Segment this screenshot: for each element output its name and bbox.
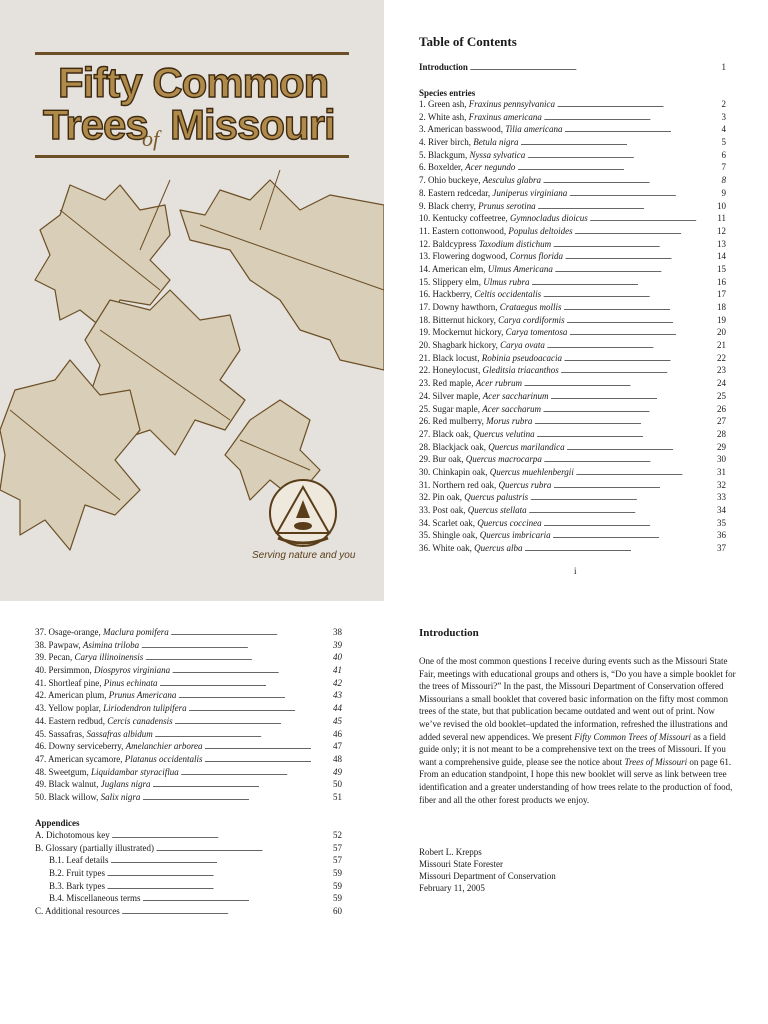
leader-dots bbox=[107, 881, 331, 891]
intro-text-3: on page 61. From an education standpoint, I hope this new booklet will serve as link between tree identification and a greater understanding of how trees relate to the production of food, fiber and all the other forest products we enjoy. bbox=[419, 756, 733, 805]
leader-dots bbox=[569, 188, 719, 198]
toc-entry-label: 21. Black locust, Robinia pseudoacacia bbox=[419, 352, 562, 363]
toc-entry-page: 3 bbox=[721, 111, 726, 122]
leader-dots bbox=[544, 518, 715, 528]
leader-dots bbox=[561, 365, 715, 375]
leader-dots bbox=[564, 353, 715, 363]
leader-dots bbox=[141, 640, 331, 650]
toc-entry-label: 9. Black cherry, Prunus serotina bbox=[419, 200, 536, 211]
toc-entry-page: 31 bbox=[717, 466, 726, 477]
toc-entry-page: 45 bbox=[333, 715, 342, 726]
leader-dots bbox=[565, 251, 715, 261]
leader-dots bbox=[143, 893, 332, 903]
appendix-entry[interactable] bbox=[35, 843, 342, 856]
toc-entry-page: 41 bbox=[333, 665, 342, 676]
toc-entry-label: 10. Kentucky coffeetree, Gymnocladus dioicus bbox=[419, 213, 588, 224]
toc-entry-label: 7. Ohio buckeye, Aesculus glabra bbox=[419, 175, 541, 186]
leader-dots bbox=[555, 264, 715, 274]
toc-entry-page: 16 bbox=[717, 276, 726, 287]
toc-entry[interactable] bbox=[419, 505, 726, 518]
toc-entry[interactable] bbox=[35, 779, 342, 792]
toc-intro-page: 1 bbox=[721, 62, 726, 72]
toc-entry-label: 36. White oak, Quercus alba bbox=[419, 543, 523, 554]
toc-entry[interactable] bbox=[419, 137, 726, 150]
toc-entry-label: 30. Chinkapin oak, Quercus muehlenbergii bbox=[419, 466, 574, 477]
appendix-page: 59 bbox=[333, 893, 342, 904]
appendix-entry[interactable] bbox=[35, 855, 342, 868]
toc-entry-label: 3. American basswood, Tilia americana bbox=[419, 124, 563, 135]
leader-dots bbox=[543, 404, 715, 414]
toc-entry[interactable] bbox=[419, 251, 726, 264]
toc-entry-label: 23. Red maple, Acer rubrum bbox=[419, 378, 522, 389]
appendix-entry[interactable] bbox=[35, 893, 342, 906]
leader-dots bbox=[175, 716, 331, 726]
cover-title-missouri: Missouri bbox=[170, 101, 335, 148]
toc-entry[interactable] bbox=[419, 289, 726, 302]
toc-entry-label: 12. Baldcypress Taxodium distichum bbox=[419, 238, 552, 249]
appendix-entry[interactable] bbox=[35, 830, 342, 843]
leader-dots bbox=[160, 678, 332, 688]
toc-entry-label: 31. Northern red oak, Quercus rubra bbox=[419, 479, 552, 490]
toc-entry[interactable] bbox=[419, 429, 726, 442]
toc-entry[interactable] bbox=[35, 690, 342, 703]
toc-entry[interactable] bbox=[35, 703, 342, 716]
toc-entry-label: 5. Blackgum, Nyssa sylvatica bbox=[419, 149, 526, 160]
toc-entry-page: 19 bbox=[717, 314, 726, 325]
leader-dots bbox=[565, 124, 720, 134]
leader-dots bbox=[529, 505, 715, 515]
toc-entry[interactable] bbox=[35, 640, 342, 653]
page-number: i bbox=[574, 566, 577, 576]
toc-entry-label: 4. River birch, Betula nigra bbox=[419, 137, 519, 148]
species-heading: Species entries bbox=[419, 88, 476, 98]
toc-entry-label: 17. Downy hawthorn, Crataegus mollis bbox=[419, 302, 562, 312]
cover-title-of: of bbox=[142, 126, 160, 151]
leader-dots bbox=[553, 480, 715, 490]
appendix-entry[interactable] bbox=[35, 881, 342, 894]
appendix-page: 60 bbox=[333, 906, 342, 917]
toc-entry-label: 42. American plum, Prunus Americana bbox=[35, 690, 177, 701]
toc-entry-label: 28. Blackjack oak, Quercus marilandica bbox=[419, 441, 565, 452]
toc-entry[interactable] bbox=[419, 480, 726, 493]
toc-entry-label: 25. Sugar maple, Acer saccharum bbox=[419, 403, 541, 414]
toc-entry[interactable] bbox=[419, 201, 726, 214]
appendix-entry[interactable] bbox=[35, 868, 342, 881]
toc-entry-label: 40. Persimmon, Diospyros virginiana bbox=[35, 665, 171, 676]
toc-entry[interactable] bbox=[35, 627, 342, 640]
toc-entry-page: 26 bbox=[717, 403, 726, 414]
toc-entry-page: 2 bbox=[721, 99, 726, 109]
toc-entry-page: 39 bbox=[333, 639, 342, 650]
toc-entry[interactable] bbox=[419, 492, 726, 505]
toc-entry-page: 35 bbox=[717, 517, 726, 528]
toc-entry[interactable] bbox=[419, 365, 726, 378]
leader-dots bbox=[537, 429, 715, 439]
toc-entry[interactable] bbox=[419, 518, 726, 531]
toc-entry-page: 34 bbox=[717, 505, 726, 515]
leader-dots bbox=[142, 792, 331, 802]
leader-dots bbox=[171, 627, 331, 637]
toc-entry-label: 33. Post oak, Quercus stellata bbox=[419, 505, 527, 515]
leader-dots bbox=[553, 239, 715, 249]
toc-entry-page: 49 bbox=[333, 766, 342, 777]
appendix-page: 59 bbox=[333, 880, 342, 891]
leader-dots bbox=[524, 378, 715, 388]
leader-dots bbox=[543, 175, 720, 185]
toc-entry-label: 29. Bur oak, Quercus macrocarpa bbox=[419, 454, 542, 465]
toc-entry-page: 17 bbox=[717, 289, 726, 300]
intro-text-1: One of the most common questions I receive during events such as the Missouri State Fair, meetings with educational groups and others is, “Do you have a simple booklet for the trees of Missouri?” In the past, the Missouri Department of Conservation offered Missourians a small booklet that covered basic information on the fifty most common trees of the state, but that publication became outdated and went out of print. Now we’ve revised the old booklet–updated the information, refreshed the illustrations and added several new appendices. We present bbox=[419, 656, 736, 742]
intro-reference-title: Trees of Missouri bbox=[624, 756, 688, 767]
species-list-1 bbox=[419, 99, 726, 556]
toc-entry[interactable] bbox=[35, 678, 342, 691]
toc-entry-label: 47. American sycamore, Platanus occidentalis bbox=[35, 753, 203, 764]
leader-dots bbox=[547, 340, 715, 350]
toc-entry-page: 33 bbox=[717, 492, 726, 503]
toc-entry-label: 13. Flowering dogwood, Cornus florida bbox=[419, 251, 564, 262]
introduction-heading: Introduction bbox=[419, 627, 479, 639]
toc-entry-page: 32 bbox=[717, 479, 726, 490]
leader-dots bbox=[107, 868, 331, 878]
toc-entry-page: 15 bbox=[717, 263, 726, 274]
toc-entry-label: 35. Shingle oak, Quercus imbricaria bbox=[419, 530, 551, 541]
toc-entry-page: 5 bbox=[721, 137, 726, 148]
toc-entry[interactable] bbox=[35, 665, 342, 678]
toc-entry-page: 11 bbox=[717, 213, 726, 224]
toc-entry-label: 16. Hackberry, Celtis occidentalis bbox=[419, 289, 542, 300]
toc-entry-label: 43. Yellow poplar, Liriodendron tulipifera bbox=[35, 703, 187, 714]
toc-entry[interactable] bbox=[419, 264, 726, 277]
toc-entry-page: 44 bbox=[333, 703, 342, 714]
leader-dots bbox=[576, 467, 715, 477]
toc-entry[interactable] bbox=[419, 315, 726, 328]
toc-entry-label: 34. Scarlet oak, Quercus coccinea bbox=[419, 517, 542, 528]
toc-entry-label: 20. Shagbark hickory, Carya ovata bbox=[419, 340, 545, 351]
toc-entry-label: 26. Red mulberry, Morus rubra bbox=[419, 416, 533, 427]
toc-entry[interactable] bbox=[419, 378, 726, 391]
leader-dots bbox=[564, 302, 715, 312]
appendix-page: 52 bbox=[333, 830, 342, 840]
leader-dots bbox=[470, 62, 720, 72]
appendices-heading: Appendices bbox=[35, 818, 80, 828]
toc-entry[interactable] bbox=[419, 302, 726, 315]
toc-entry-label: 48. Sweetgum, Liquidambar styraciflua bbox=[35, 766, 179, 777]
leader-dots bbox=[204, 754, 331, 764]
toc-entry[interactable] bbox=[419, 124, 726, 137]
toc-entry[interactable] bbox=[419, 416, 726, 429]
toc-entry-page: 7 bbox=[721, 162, 726, 173]
toc-entry-label: 2. White ash, Fraxinus americana bbox=[419, 111, 542, 122]
leader-dots bbox=[527, 150, 719, 160]
toc-entry-page: 29 bbox=[717, 441, 726, 452]
toc-entry-page: 21 bbox=[717, 340, 726, 351]
appendix-page: 57 bbox=[333, 842, 342, 853]
intro-text-2: as a field guide only; it is not meant to be a comprehensive text on the trees of Missouri. If you want a comprehensive guide, please see the notice about bbox=[419, 731, 726, 767]
toc-entry[interactable] bbox=[419, 112, 726, 125]
title-rule-bottom bbox=[35, 155, 349, 158]
leader-dots bbox=[181, 767, 331, 777]
leader-dots bbox=[530, 492, 715, 502]
leader-dots bbox=[145, 652, 331, 662]
leader-dots bbox=[153, 779, 331, 789]
appendix-label: C. Additional resources bbox=[35, 906, 120, 917]
toc-entry-page: 46 bbox=[333, 728, 342, 739]
cover-title-line1: Fifty Common bbox=[58, 59, 329, 106]
appendix-label: B.3. Bark types bbox=[49, 880, 105, 891]
toc-entry-page: 48 bbox=[333, 753, 342, 764]
toc-intro-label: Introduction bbox=[419, 62, 468, 72]
toc-entry-label: 19. Mockernut hickory, Carya tomentosa bbox=[419, 327, 568, 338]
toc-entry-page: 8 bbox=[721, 175, 726, 186]
toc-entry-label: 11. Eastern cottonwood, Populus deltoides bbox=[419, 225, 573, 236]
leader-dots bbox=[538, 201, 715, 211]
toc-entry-label: 41. Shortleaf pine, Pinus echinata bbox=[35, 677, 158, 688]
toc-entry-page: 18 bbox=[717, 302, 726, 312]
toc-entry-label: 18. Bitternut hickory, Carya cordiformis bbox=[419, 314, 565, 325]
toc-entry-label: 45. Sassafras, Sassafras albidum bbox=[35, 728, 153, 739]
leader-dots bbox=[550, 391, 715, 401]
toc-entry-page: 38 bbox=[333, 627, 342, 637]
toc-entry-label: 39. Pecan, Carya illinoinensis bbox=[35, 652, 144, 663]
leader-dots bbox=[517, 162, 719, 172]
toc-entry[interactable] bbox=[419, 277, 726, 290]
leader-dots bbox=[567, 315, 715, 325]
signature-name: Robert L. Krepps bbox=[419, 847, 482, 857]
signature-org: Missouri Department of Conservation bbox=[419, 871, 556, 881]
toc-entry-label: 22. Honeylocust, Gleditsia triacanthos bbox=[419, 365, 559, 376]
toc-entry[interactable] bbox=[419, 162, 726, 175]
toc-entry-page: 50 bbox=[333, 779, 342, 790]
toc-entry[interactable] bbox=[35, 741, 342, 754]
toc-entry[interactable] bbox=[35, 754, 342, 767]
leader-dots bbox=[590, 213, 716, 223]
toc-entry-page: 43 bbox=[333, 690, 342, 701]
toc-entry[interactable] bbox=[419, 213, 726, 226]
toc-entry-label: 6. Boxelder, Acer negundo bbox=[419, 162, 516, 173]
toc-entry-label: 50. Black willow, Salix nigra bbox=[35, 791, 141, 802]
toc-entry-page: 13 bbox=[717, 238, 726, 249]
toc-entry[interactable] bbox=[419, 467, 726, 480]
toc-entry-page: 24 bbox=[717, 378, 726, 389]
toc-entry-page: 30 bbox=[717, 454, 726, 465]
leader-dots bbox=[567, 442, 715, 452]
toc-entry-label: 24. Silver maple, Acer saccharinum bbox=[419, 390, 549, 401]
toc-entry[interactable] bbox=[35, 729, 342, 742]
toc-entry-label: 14. American elm, Ulmus Americana bbox=[419, 263, 553, 274]
toc-entry[interactable] bbox=[419, 442, 726, 455]
toc-entry-page: 4 bbox=[721, 124, 726, 135]
appendices-list bbox=[35, 830, 342, 919]
toc-entry-label: 27. Black oak, Quercus velutina bbox=[419, 428, 535, 439]
toc-entry[interactable] bbox=[35, 716, 342, 729]
toc-heading: Table of Contents bbox=[419, 34, 517, 49]
toc-entry[interactable] bbox=[419, 353, 726, 366]
toc-entry-label: 8. Eastern redcedar, Juniperus virginiana bbox=[419, 187, 568, 198]
leader-dots bbox=[532, 277, 715, 287]
toc-entry[interactable] bbox=[419, 543, 726, 556]
leader-dots bbox=[534, 416, 715, 426]
toc-entry[interactable] bbox=[35, 792, 342, 805]
toc-entry-page: 12 bbox=[717, 225, 726, 236]
toc-entry-label: 32. Pin oak, Quercus palustris bbox=[419, 492, 529, 503]
toc-entry[interactable] bbox=[419, 99, 726, 112]
leader-dots bbox=[110, 855, 331, 865]
leader-dots bbox=[525, 543, 715, 553]
toc-entry-page: 20 bbox=[717, 327, 726, 338]
appendix-label: A. Dichotomous key bbox=[35, 830, 110, 840]
cover-title-trees: Trees bbox=[43, 101, 148, 148]
toc-entry-label: 46. Downy serviceberry, Amelanchier arborea bbox=[35, 741, 203, 752]
toc-entry-page: 51 bbox=[333, 791, 342, 802]
toc-entry-page: 9 bbox=[721, 187, 726, 198]
toc-entry-page: 25 bbox=[717, 390, 726, 401]
toc-entry[interactable] bbox=[419, 327, 726, 340]
toc-entry[interactable] bbox=[419, 150, 726, 163]
intro-booklet-title: Fifty Common Trees of Missouri bbox=[574, 731, 691, 742]
appendix-label: B. Glossary (partially illustrated) bbox=[35, 842, 154, 853]
appendix-page: 59 bbox=[333, 868, 342, 879]
toc-entry-label: 37. Osage-orange, Maclura pomifera bbox=[35, 627, 169, 637]
book-cover bbox=[0, 0, 384, 601]
leader-dots bbox=[122, 906, 331, 916]
toc-entry-label: 15. Slippery elm, Ulmus rubra bbox=[419, 276, 530, 287]
leader-dots bbox=[575, 226, 715, 236]
toc-entry-page: 10 bbox=[717, 200, 726, 211]
signature-title: Missouri State Forester bbox=[419, 859, 503, 869]
leader-dots bbox=[178, 690, 331, 700]
leader-dots bbox=[189, 703, 331, 713]
leader-dots bbox=[544, 454, 715, 464]
cover-tagline: Serving nature and you bbox=[252, 550, 356, 561]
toc-entry[interactable] bbox=[419, 530, 726, 543]
signature-date: February 11, 2005 bbox=[419, 883, 485, 893]
toc-entry-page: 40 bbox=[333, 652, 342, 663]
toc-entry[interactable] bbox=[419, 226, 726, 239]
toc-entry-page: 6 bbox=[721, 149, 726, 160]
appendix-entry[interactable] bbox=[35, 906, 342, 919]
leader-dots bbox=[112, 830, 331, 840]
toc-entry-label: 44. Eastern redbud, Cercis canadensis bbox=[35, 715, 173, 726]
leader-dots bbox=[521, 137, 720, 147]
leader-dots bbox=[569, 327, 715, 337]
title-rule-top bbox=[35, 52, 349, 55]
leader-dots bbox=[544, 112, 720, 122]
introduction-body bbox=[419, 655, 737, 806]
leader-dots bbox=[553, 530, 715, 540]
toc-entry[interactable] bbox=[419, 340, 726, 353]
toc-entry[interactable] bbox=[419, 391, 726, 404]
toc-entry-label: 1. Green ash, Fraxinus pennsylvanica bbox=[419, 99, 555, 109]
appendix-label: B.4. Miscellaneous terms bbox=[49, 893, 141, 904]
toc-entry-page: 27 bbox=[717, 416, 726, 427]
species-list-2 bbox=[35, 627, 342, 805]
toc-entry[interactable] bbox=[35, 767, 342, 780]
toc-entry-label: 49. Black walnut, Juglans nigra bbox=[35, 779, 151, 790]
leader-dots bbox=[156, 843, 331, 853]
toc-intro-row[interactable] bbox=[419, 62, 726, 75]
toc-entry-page: 36 bbox=[717, 530, 726, 541]
toc-entry-page: 28 bbox=[717, 428, 726, 439]
toc-entry[interactable] bbox=[419, 239, 726, 252]
toc-entry-page: 14 bbox=[717, 251, 726, 262]
leader-dots bbox=[205, 741, 331, 751]
toc-entry[interactable] bbox=[419, 188, 726, 201]
toc-entry-page: 37 bbox=[717, 543, 726, 554]
conservation-emblem bbox=[268, 478, 338, 548]
leader-dots bbox=[543, 289, 715, 299]
toc-entry[interactable] bbox=[35, 652, 342, 665]
toc-entry-page: 42 bbox=[333, 677, 342, 688]
leader-dots bbox=[155, 729, 331, 739]
toc-entry[interactable] bbox=[419, 404, 726, 417]
toc-entry-page: 47 bbox=[333, 741, 342, 752]
toc-entry-label: 38. Pawpaw, Asimina triloba bbox=[35, 639, 140, 650]
toc-entry-page: 23 bbox=[717, 365, 726, 376]
appendix-label: B.2. Fruit types bbox=[49, 868, 106, 879]
toc-entry[interactable] bbox=[419, 175, 726, 188]
appendix-page: 57 bbox=[333, 855, 342, 866]
leader-dots bbox=[172, 665, 331, 675]
toc-entry-page: 22 bbox=[717, 352, 726, 363]
toc-entry[interactable] bbox=[419, 454, 726, 467]
leader-dots bbox=[557, 99, 720, 109]
appendix-label: B.1. Leaf details bbox=[49, 855, 109, 866]
